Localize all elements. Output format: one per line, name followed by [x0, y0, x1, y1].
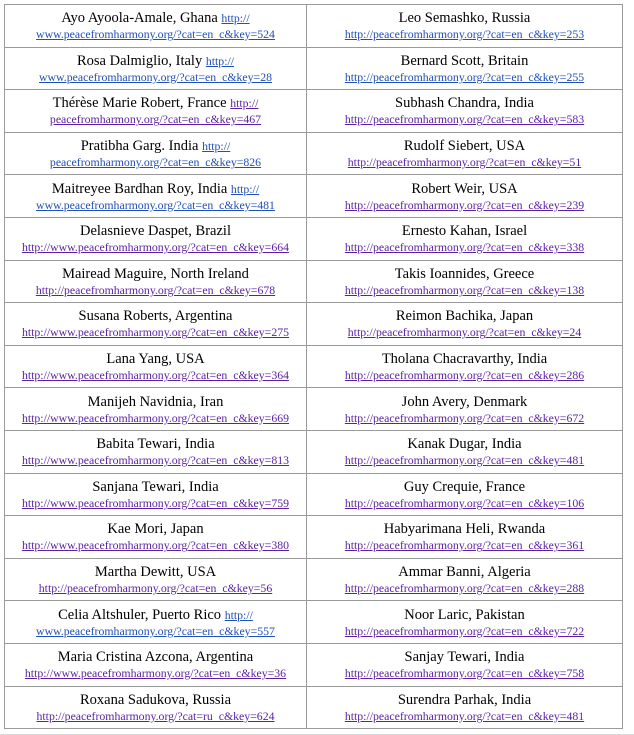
author-line: [5, 95, 306, 112]
left-cell: [5, 260, 307, 303]
left-cell: [5, 686, 307, 729]
right-cell: [307, 47, 623, 90]
author-name: Ayo Ayoola-Amale, Ghana: [61, 10, 218, 27]
right-cell: [307, 388, 623, 431]
profile-link[interactable]: http://www.peacefromharmony.org/?cat=en_c&key=664: [21, 240, 290, 255]
profile-link-start[interactable]: http://: [205, 53, 235, 68]
author-line: [5, 607, 306, 624]
table-row: [5, 47, 623, 90]
table-row: [5, 90, 623, 133]
author-name: Mairead Maguire, North Ireland: [62, 265, 249, 282]
profile-link[interactable]: http://peacefromharmony.org/?cat=en_c&key=722: [344, 623, 585, 638]
profile-link[interactable]: http://peacefromharmony.org/?cat=en_c&key=361: [344, 538, 585, 553]
right-cell: [307, 217, 623, 260]
profile-link-rest[interactable]: www.peacefromharmony.org/?cat=en_c&key=557: [36, 623, 275, 638]
left-cell: [5, 430, 307, 473]
author-name: Pratibha Garg. India: [80, 138, 199, 155]
author-name: Manijeh Navidnia, Iran: [87, 393, 224, 410]
profile-link[interactable]: http://www.peacefromharmony.org/?cat=en_c&key=669: [21, 410, 290, 425]
table-row: [5, 5, 623, 48]
table-row: [5, 558, 623, 601]
left-cell: [5, 473, 307, 516]
profile-link[interactable]: http://www.peacefromharmony.org/?cat=en_c&key=813: [21, 453, 290, 468]
author-name: Habyarimana Heli, Rwanda: [383, 521, 546, 538]
table-row: [5, 388, 623, 431]
left-cell: [5, 175, 307, 218]
profile-link[interactable]: http://peacefromharmony.org/?cat=en_c&key=758: [344, 666, 585, 681]
authors-table-body: [5, 5, 623, 729]
author-name: Subhash Chandra, India: [395, 95, 534, 112]
author-line: [5, 53, 306, 70]
profile-link[interactable]: http://peacefromharmony.org/?cat=en_c&key=481: [344, 453, 585, 468]
left-cell: [5, 643, 307, 686]
author-name: Reimon Bachika, Japan: [395, 308, 534, 325]
profile-link-rest[interactable]: www.peacefromharmony.org/?cat=en_c&key=28: [39, 69, 272, 84]
table-row: [5, 217, 623, 260]
left-cell: [5, 388, 307, 431]
profile-link[interactable]: http://peacefromharmony.org/?cat=en_c&key=138: [344, 282, 585, 297]
profile-link-start[interactable]: http://: [230, 96, 259, 111]
author-line: [5, 181, 306, 198]
right-cell: [307, 260, 623, 303]
author-name: Ammar Banni, Algeria: [398, 564, 531, 581]
table-row: [5, 516, 623, 559]
profile-link[interactable]: http://www.peacefromharmony.org/?cat=en_c&key=380: [21, 538, 290, 553]
author-name: Susana Roberts, Argentina: [78, 308, 233, 325]
author-name: Bernard Scott, Britain: [400, 52, 529, 69]
profile-link[interactable]: http://peacefromharmony.org/?cat=en_c&key=239: [344, 197, 585, 212]
right-cell: [307, 345, 623, 388]
authors-table: [4, 4, 623, 729]
profile-link[interactable]: http://peacefromharmony.org/?cat=en_c&key=56: [38, 581, 273, 596]
author-name: Kanak Dugar, India: [407, 436, 522, 453]
profile-link[interactable]: http://peacefromharmony.org/?cat=en_c&key=286: [344, 368, 585, 383]
right-cell: [307, 90, 623, 133]
profile-link[interactable]: http://peacefromharmony.org/?cat=en_c&key=255: [344, 69, 585, 84]
right-cell: [307, 175, 623, 218]
profile-link[interactable]: http://peacefromharmony.org/?cat=en_c&key=338: [344, 240, 585, 255]
profile-link-start[interactable]: http://: [221, 11, 250, 26]
table-row: [5, 643, 623, 686]
profile-link-start[interactable]: http://: [202, 139, 231, 154]
profile-link[interactable]: http://www.peacefromharmony.org/?cat=en_c&key=364: [21, 368, 290, 383]
author-name: Sanjay Tewari, India: [404, 649, 525, 666]
profile-link[interactable]: http://peacefromharmony.org/?cat=en_c&key=24: [347, 325, 582, 340]
table-row: [5, 132, 623, 175]
author-name: Leo Semashko, Russia: [398, 10, 531, 27]
right-cell: [307, 132, 623, 175]
author-name: Sanjana Tewari, India: [92, 478, 219, 495]
author-name: Babita Tewari, India: [96, 436, 215, 453]
author-name: Kae Mori, Japan: [107, 521, 204, 538]
table-row: [5, 260, 623, 303]
author-name: Rudolf Siebert, USA: [403, 138, 526, 155]
table-row: [5, 473, 623, 516]
author-name: Robert Weir, USA: [411, 180, 518, 197]
table-row: [5, 345, 623, 388]
table-row: [5, 686, 623, 729]
profile-link[interactable]: http://peacefromharmony.org/?cat=en_c&key=481: [344, 708, 585, 723]
table-row: [5, 175, 623, 218]
author-name: Thérèse Marie Robert, France: [52, 95, 227, 112]
author-name: Martha Dewitt, USA: [94, 564, 217, 581]
profile-link-rest[interactable]: www.peacefromharmony.org/?cat=en_c&key=524: [36, 27, 275, 42]
author-name: Rosa Dalmiglio, Italy: [76, 52, 203, 69]
author-line: [5, 10, 306, 27]
author-name: Surendra Parhak, India: [397, 691, 532, 708]
right-cell: [307, 686, 623, 729]
left-cell: [5, 601, 307, 644]
table-row: [5, 601, 623, 644]
left-cell: [5, 303, 307, 346]
profile-link[interactable]: http://peacefromharmony.org/?cat=en_c&key=288: [344, 581, 585, 596]
table-row: [5, 430, 623, 473]
profile-link[interactable]: http://peacefromharmony.org/?cat=en_c&key=583: [344, 112, 585, 127]
author-name: Maria Cristina Azcona, Argentina: [57, 649, 254, 666]
author-name: Lana Yang, USA: [106, 351, 205, 368]
right-cell: [307, 5, 623, 48]
profile-link[interactable]: http://www.peacefromharmony.org/?cat=en_c&key=759: [21, 495, 290, 510]
left-cell: [5, 558, 307, 601]
profile-link-rest[interactable]: peacefromharmony.org/?cat=en_c&key=826: [49, 155, 262, 170]
right-cell: [307, 558, 623, 601]
left-cell: [5, 345, 307, 388]
left-cell: [5, 47, 307, 90]
left-cell: [5, 516, 307, 559]
profile-link[interactable]: http://peacefromharmony.org/?cat=en_c&key=51: [347, 155, 582, 170]
profile-link[interactable]: http://peacefromharmony.org/?cat=en_c&key=672: [344, 410, 585, 425]
author-name: Celia Altshuler, Puerto Rico: [58, 606, 222, 623]
right-cell: [307, 601, 623, 644]
profile-link[interactable]: http://www.peacefromharmony.org/?cat=en_c&key=36: [24, 666, 287, 681]
right-cell: [307, 473, 623, 516]
right-cell: [307, 516, 623, 559]
profile-link[interactable]: http://peacefromharmony.org/?cat=en_c&key=106: [344, 495, 585, 510]
author-name: Takis Ioannides, Greece: [394, 265, 535, 282]
left-cell: [5, 5, 307, 48]
author-name: Noor Laric, Pakistan: [404, 606, 525, 623]
profile-link-start[interactable]: http://: [230, 181, 260, 196]
right-cell: [307, 303, 623, 346]
author-name: John Avery, Denmark: [401, 393, 528, 410]
left-cell: [5, 217, 307, 260]
author-name: Roxana Sadukova, Russia: [79, 691, 232, 708]
profile-link[interactable]: http://peacefromharmony.org/?cat=en_c&key=678: [35, 282, 276, 297]
table-row: [5, 303, 623, 346]
author-name: Ernesto Kahan, Israel: [401, 223, 528, 240]
left-cell: [5, 90, 307, 133]
right-cell: [307, 430, 623, 473]
profile-link-start[interactable]: http://: [224, 607, 253, 622]
profile-link[interactable]: http://www.peacefromharmony.org/?cat=en_c&key=275: [21, 325, 290, 340]
author-name: Tholana Chacravarthy, India: [381, 351, 548, 368]
left-cell: [5, 132, 307, 175]
profile-link[interactable]: http://peacefromharmony.org/?cat=en_c&key=253: [344, 27, 585, 42]
profile-link-rest[interactable]: peacefromharmony.org/?cat=en_c&key=467: [49, 112, 262, 127]
author-line: [5, 138, 306, 155]
profile-link-rest[interactable]: www.peacefromharmony.org/?cat=en_c&key=481: [36, 197, 275, 212]
right-cell: [307, 643, 623, 686]
profile-link[interactable]: http://peacefromharmony.org/?cat=ru_c&key=624: [36, 708, 275, 723]
author-name: Maitreyee Bardhan Roy, India: [51, 180, 228, 197]
author-name: Delasnieve Daspet, Brazil: [80, 223, 231, 240]
author-name: Guy Crequie, France: [403, 478, 526, 495]
